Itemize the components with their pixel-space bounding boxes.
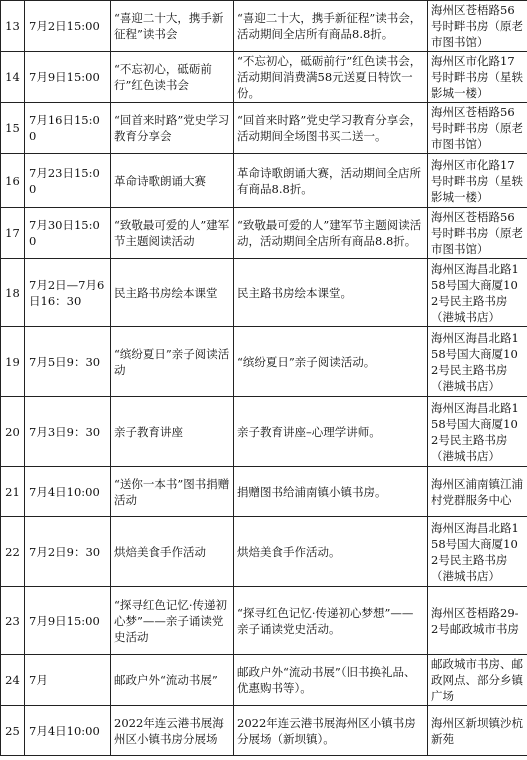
table-row: [1, 1, 527, 52]
table-row: [1, 517, 527, 587]
activity-name: “探寻红色记忆·传递初心梦”——亲子诵读党史活动: [111, 587, 234, 655]
activity-location: 海州区海昌北路158号国大商厦102号民主路书房（港城书店）: [428, 327, 527, 397]
activity-name: “不忘初心，砥砺前行”红色读书会: [111, 52, 234, 103]
activity-name: “致敬最可爱的人”建军节主题阅读活动: [111, 208, 234, 259]
activity-description: 民主路书房绘本课堂。: [234, 259, 428, 327]
activity-description: 革命诗歌朗诵大赛，活动期间全店所有商品8.8折。: [234, 154, 428, 208]
row-number: 24: [1, 655, 25, 706]
activity-location: 海州区苍梧路56号时畔书房（原老市图书馆）: [428, 1, 527, 52]
activity-name: 革命诗歌朗诵大赛: [111, 154, 234, 208]
table-row: [1, 327, 527, 397]
activity-location: 海州区市化路17号时畔书房（星轶影城一楼）: [428, 52, 527, 103]
table-row: [1, 52, 527, 103]
row-number: 13: [1, 1, 25, 52]
activity-description: 邮政户外“流动书展”（旧书换礼品、优惠购书等）。: [234, 655, 428, 706]
row-number: 17: [1, 208, 25, 259]
activity-location: 邮政城市书房、邮政网点、部分乡镇广场: [428, 655, 527, 706]
row-number: 16: [1, 154, 25, 208]
activity-description: “探寻红色记忆·传递初心梦想”——亲子诵读党史活动。: [234, 587, 428, 655]
table-row: [1, 467, 527, 517]
activity-description: “喜迎二十大，携手新征程”读书会，活动期间全店所有商品8.8折。: [234, 1, 428, 52]
activity-location: 海州区海昌北路158号国大商厦102号民主路书房（港城书店）: [428, 397, 527, 467]
activity-name: 2022年连云港书展海州区小镇书房分展场: [111, 706, 234, 756]
row-number: 21: [1, 467, 25, 517]
table-row: [1, 706, 527, 756]
table-row: [1, 397, 527, 467]
row-number: 19: [1, 327, 25, 397]
row-number: 22: [1, 517, 25, 587]
activity-location: 海州区苍梧路56号时畔书房（原老市图书馆）: [428, 103, 527, 154]
activity-time: 7月: [25, 655, 111, 706]
activity-description: “不忘初心，砥砺前行”红色读书会，活动期间消费满58元送夏日特饮一份。: [234, 52, 428, 103]
row-number: 20: [1, 397, 25, 467]
activity-description: “回首来时路”党史学习教育分享会，活动期间全场图书买二送一。: [234, 103, 428, 154]
activity-time: 7月9日15:00: [25, 587, 111, 655]
activity-location: 海州区市化路17号时畔书房（星轶影城一楼）: [428, 154, 527, 208]
table-row: [1, 259, 527, 327]
activity-time: 7月23日15:00: [25, 154, 111, 208]
activity-time: 7月2日15:00: [25, 1, 111, 52]
activity-name: “喜迎二十大，携手新征程”读书会: [111, 1, 234, 52]
activity-name: 邮政户外“流动书展”: [111, 655, 234, 706]
activity-time: 7月3日9：30: [25, 397, 111, 467]
activity-location: 海州区海昌北路158号国大商厦102号民主路书房（港城书店）: [428, 259, 527, 327]
row-number: 18: [1, 259, 25, 327]
activity-location: 海州区新坝镇沙杭新苑: [428, 706, 527, 756]
activity-location: 海州区苍梧路56号时畔书房（原老市图书馆）: [428, 208, 527, 259]
activity-description: 2022年连云港书展海州区小镇书房分展场（新坝镇）。: [234, 706, 428, 756]
table-row: [1, 208, 527, 259]
row-number: 14: [1, 52, 25, 103]
activity-description: “致敬最可爱的人”建军节主题阅读活动，活动期间全店所有商品8.8折。: [234, 208, 428, 259]
table-row: [1, 154, 527, 208]
activity-name: “送你一本书”图书捐赠活动: [111, 467, 234, 517]
table-row: [1, 103, 527, 154]
activity-time: 7月4日10:00: [25, 706, 111, 756]
table-row: [1, 655, 527, 706]
activity-location: 海州区苍梧路29-2号邮政城市书房: [428, 587, 527, 655]
activity-name: 民主路书房绘本课堂: [111, 259, 234, 327]
activity-location: 海州区浦南镇江浦村党群服务中心: [428, 467, 527, 517]
activity-time: 7月4日10:00: [25, 467, 111, 517]
activity-description: 捐赠图书给浦南镇小镇书房。: [234, 467, 428, 517]
activity-name: 烘焙美食手作活动: [111, 517, 234, 587]
row-number: 15: [1, 103, 25, 154]
activity-time: 7月5日9：30: [25, 327, 111, 397]
activity-location: 海州区海昌北路158号国大商厦102号民主路书房（港城书店）: [428, 517, 527, 587]
activity-name: “缤纷夏日”亲子阅读活动: [111, 327, 234, 397]
activity-name: “回首来时路”党史学习教育分享会: [111, 103, 234, 154]
activity-name: 亲子教育讲座: [111, 397, 234, 467]
row-number: 25: [1, 706, 25, 756]
activity-time: 7月16日15:00: [25, 103, 111, 154]
activity-time: 7月9日15:00: [25, 52, 111, 103]
activity-time: 7月2日9：30: [25, 517, 111, 587]
activity-description: “缤纷夏日”亲子阅读活动。: [234, 327, 428, 397]
activity-description: 亲子教育讲座–心理学讲师。: [234, 397, 428, 467]
activity-description: 烘焙美食手作活动。: [234, 517, 428, 587]
table-row: [1, 587, 527, 655]
activity-time: 7月2日—7月6日16：30: [25, 259, 111, 327]
row-number: 23: [1, 587, 25, 655]
activity-time: 7月30日15:00: [25, 208, 111, 259]
